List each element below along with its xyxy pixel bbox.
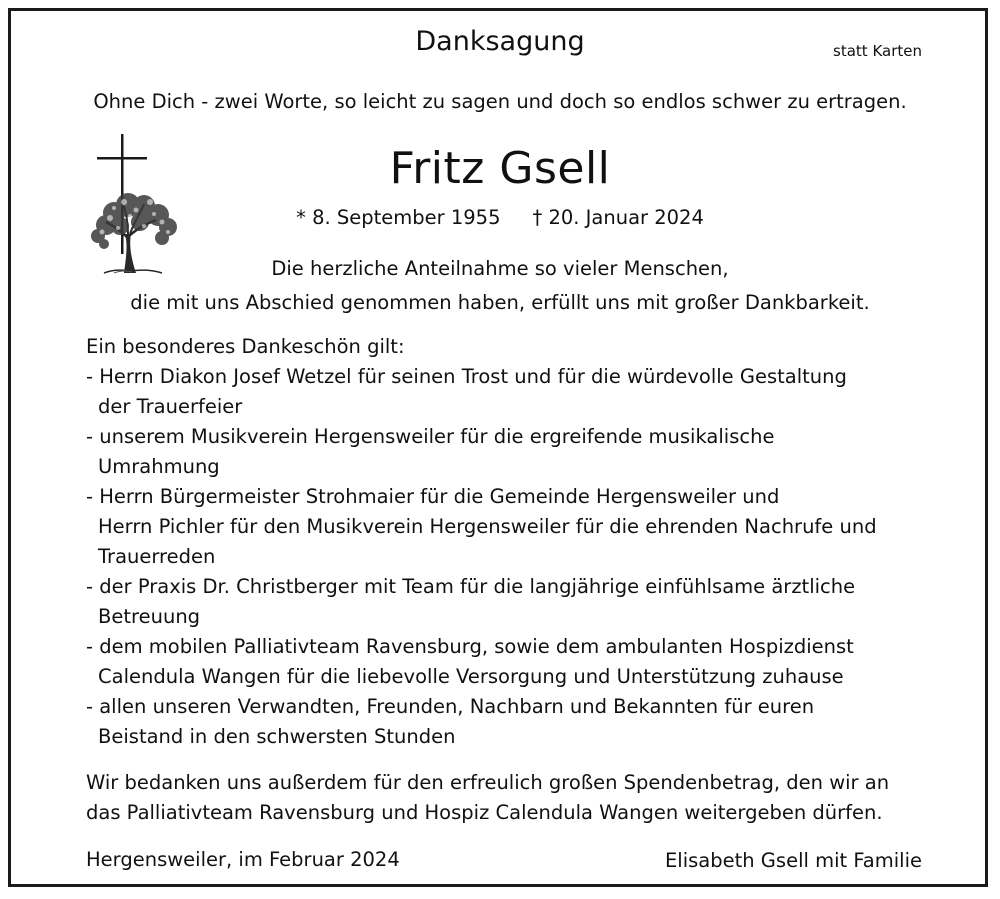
list-item: - Herrn Bürgermeister Strohmaier für die Gemeinde Hergensweiler und — [86, 485, 780, 508]
list-item-continuation: Trauerreden — [98, 545, 216, 568]
intro-line-1: Die herzliche Anteilnahme so vieler Menschen, — [271, 257, 729, 280]
notice-title: Danksagung — [415, 26, 585, 57]
birth-date: * 8. September 1955 — [296, 206, 501, 229]
list-item: - Herrn Diakon Josef Wetzel für seinen Trost und für die würdevolle Gestaltung — [86, 365, 847, 388]
list-item: - unserem Musikverein Hergensweiler für die ergreifende musikalische — [86, 425, 775, 448]
list-item: - dem mobilen Palliativteam Ravensburg, sowie dem ambulanten Hospizdienst — [86, 635, 854, 658]
list-item-continuation: Herrn Pichler für den Musikverein Hergensweiler für die ehrenden Nachrufe und — [98, 515, 877, 538]
list-item-continuation: der Trauerfeier — [98, 395, 243, 418]
donation-paragraph — [86, 768, 889, 828]
list-item: - der Praxis Dr. Christberger mit Team für die langjährige einfühlsame ärztliche — [86, 575, 856, 598]
list-item-continuation: Calendula Wangen für die liebevolle Versorgung und Unterstützung zuhause — [98, 665, 844, 688]
statt-karten-note: statt Karten — [833, 42, 922, 60]
place-and-date: Hergensweiler, im Februar 2024 — [86, 848, 400, 871]
life-dates — [0, 206, 1000, 229]
list-item-continuation: Betreuung — [98, 605, 201, 628]
deceased-name: Fritz Gsell — [389, 143, 611, 194]
list-item-continuation: Umrahmung — [98, 455, 220, 478]
donation-line-2: das Palliativteam Ravensburg und Hospiz Calendula Wangen weitergeben dürfen. — [86, 801, 883, 824]
donation-line-1: Wir bedanken uns außerdem für den erfreulich großen Spendenbetrag, den wir an — [86, 771, 890, 794]
death-date: † 20. Januar 2024 — [532, 206, 704, 229]
motto-line: Ohne Dich - zwei Worte, so leicht zu sagen und doch so endlos schwer zu ertragen. — [93, 90, 907, 113]
signature: Elisabeth Gsell mit Familie — [664, 849, 922, 872]
list-item: - allen unseren Verwandten, Freunden, Nachbarn und Bekannten für euren — [86, 695, 815, 718]
intro-line-2: die mit uns Abschied genommen haben, erfüllt uns mit großer Dankbarkeit. — [130, 291, 870, 314]
list-item-continuation: Beistand in den schwersten Stunden — [98, 725, 456, 748]
thanks-list — [86, 332, 877, 752]
thanks-heading: Ein besonderes Dankeschön gilt: — [86, 335, 405, 358]
